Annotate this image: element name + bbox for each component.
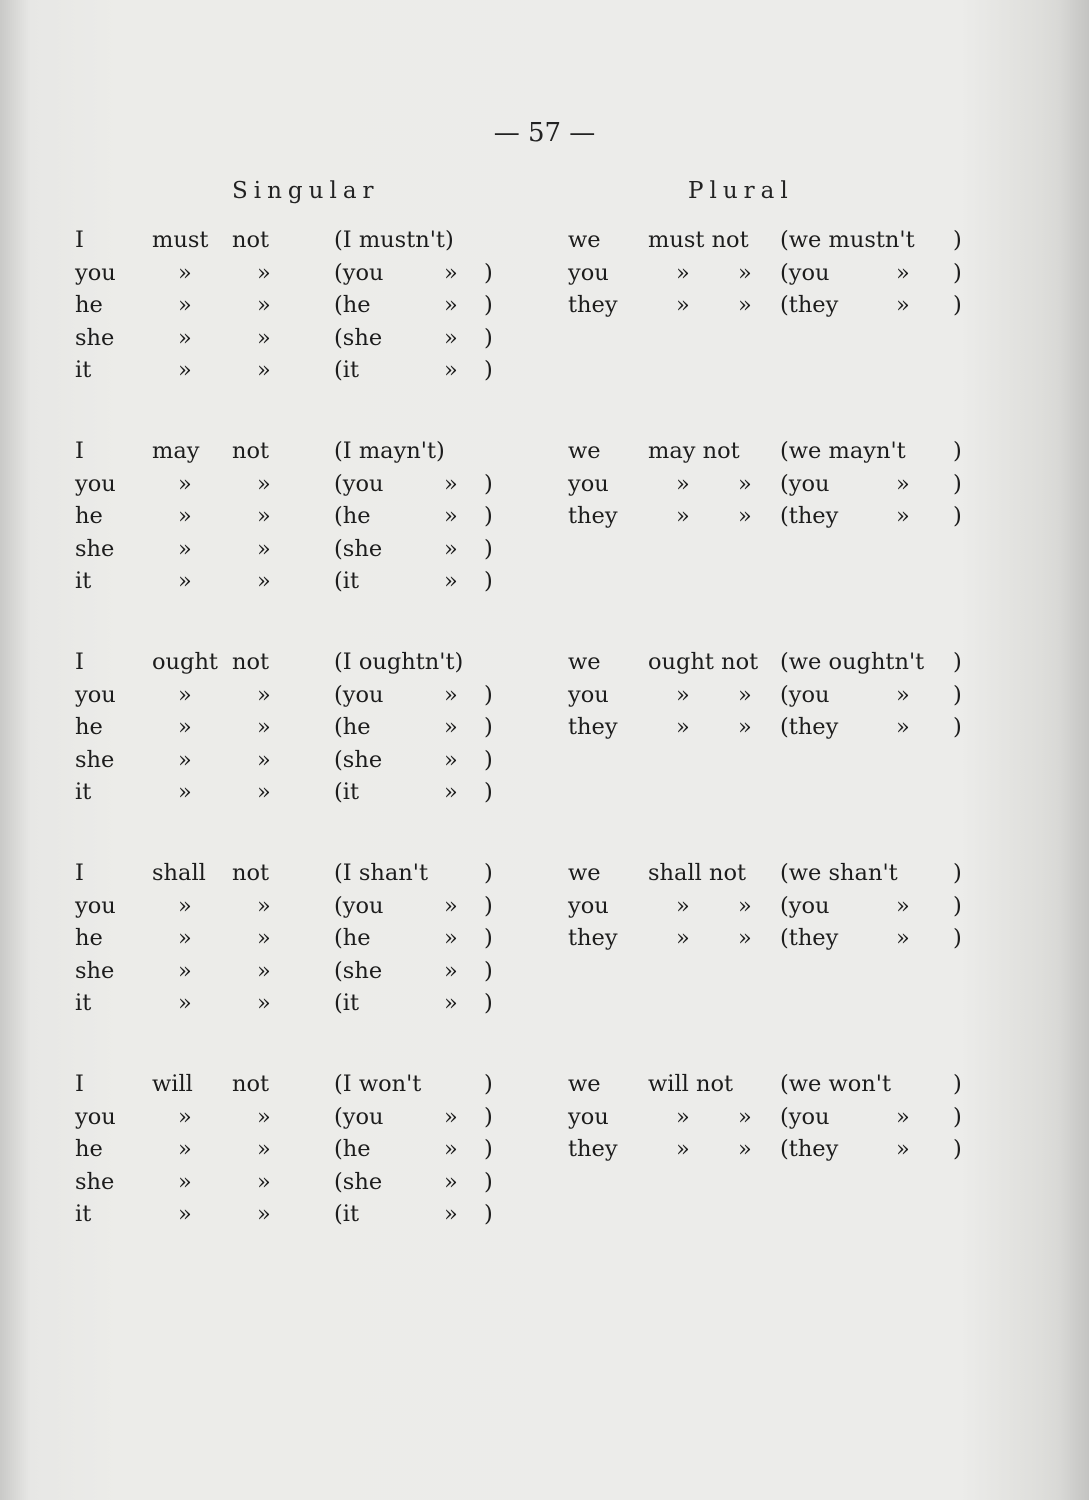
contraction: (I won't <box>334 1071 422 1097</box>
ditto-mark: » <box>738 925 752 951</box>
ditto-mark: » <box>676 292 690 318</box>
conjugation-row <box>0 322 1089 355</box>
ditto-mark: » <box>257 779 271 805</box>
contraction: (you <box>334 681 384 708</box>
contraction: (we shan't <box>780 860 898 886</box>
ditto-mark: » <box>444 1201 458 1227</box>
negation: not <box>232 860 270 886</box>
ditto-mark: » <box>178 259 192 286</box>
ditto-mark: » <box>676 503 690 529</box>
closing-paren: ) <box>953 1071 962 1097</box>
closing-paren: ) <box>484 714 493 740</box>
ditto-mark: » <box>257 470 271 497</box>
ditto-mark: » <box>178 990 192 1016</box>
ditto-mark: » <box>178 324 192 351</box>
conjugation-row <box>0 500 1089 533</box>
closing-paren: ) <box>953 259 962 286</box>
singular-pronoun: he <box>75 503 103 529</box>
ditto-mark: » <box>257 1136 271 1162</box>
ditto-mark: » <box>444 292 458 318</box>
closing-paren: ) <box>484 892 493 919</box>
contraction: (they <box>780 503 839 529</box>
contraction: (you <box>780 892 830 919</box>
contraction: (it <box>334 779 360 805</box>
closing-paren: ) <box>484 957 493 984</box>
contraction: (you <box>780 470 830 497</box>
ditto-mark: » <box>257 1103 271 1130</box>
ditto-mark: » <box>257 292 271 318</box>
ditto-mark: » <box>676 925 690 951</box>
conjugation-row <box>0 646 1089 679</box>
conjugation-row <box>0 857 1089 890</box>
ditto-mark: » <box>178 681 192 708</box>
closing-paren: ) <box>484 535 493 562</box>
modal-verb-negation: will not <box>648 1071 734 1097</box>
closing-paren: ) <box>484 1071 493 1097</box>
modal-verb: must <box>152 227 209 253</box>
contraction: (it <box>334 568 360 594</box>
ditto-mark: » <box>178 535 192 562</box>
plural-pronoun: we <box>568 227 601 253</box>
modal-verb: may <box>152 438 200 464</box>
ditto-mark: » <box>444 470 458 497</box>
contraction: (it <box>334 990 360 1016</box>
ditto-mark: » <box>178 1168 192 1195</box>
contraction: (you <box>334 1103 384 1130</box>
closing-paren: ) <box>484 860 493 886</box>
singular-pronoun: she <box>75 957 115 984</box>
singular-pronoun: he <box>75 714 103 740</box>
singular-pronoun: I <box>75 438 84 464</box>
ditto-mark: » <box>676 681 690 708</box>
modal-verb: will <box>152 1071 193 1097</box>
conjugation-row <box>0 1068 1089 1101</box>
ditto-mark: » <box>178 714 192 740</box>
ditto-mark: » <box>444 568 458 594</box>
closing-paren: ) <box>953 227 962 253</box>
contraction: (he <box>334 714 371 740</box>
ditto-mark: » <box>738 714 752 740</box>
singular-pronoun: you <box>75 892 116 919</box>
negation: not <box>232 227 270 253</box>
ditto-mark: » <box>178 1103 192 1130</box>
contraction: (they <box>780 1136 839 1162</box>
contraction: (she <box>334 535 383 562</box>
ditto-mark: » <box>178 1201 192 1227</box>
modal-verb-negation: shall not <box>648 860 747 886</box>
conjugation-row <box>0 1101 1089 1134</box>
ditto-mark: » <box>178 957 192 984</box>
singular-pronoun: you <box>75 470 116 497</box>
singular-pronoun: it <box>75 357 92 383</box>
contraction: (you <box>780 1103 830 1130</box>
singular-pronoun: she <box>75 746 115 773</box>
singular-pronoun: I <box>75 227 84 253</box>
negation: not <box>232 649 270 675</box>
singular-pronoun: he <box>75 292 103 318</box>
conjugation-row <box>0 533 1089 566</box>
closing-paren: ) <box>484 324 493 351</box>
ditto-mark: » <box>738 892 752 919</box>
singular-pronoun: you <box>75 259 116 286</box>
ditto-mark: » <box>896 925 910 951</box>
closing-paren: ) <box>484 990 493 1016</box>
contraction: (you <box>334 892 384 919</box>
ditto-mark: » <box>896 503 910 529</box>
ditto-mark: » <box>896 292 910 318</box>
ditto-mark: » <box>444 746 458 773</box>
ditto-mark: » <box>444 957 458 984</box>
contraction: (we won't <box>780 1071 892 1097</box>
plural-pronoun: you <box>568 259 609 286</box>
contraction: (you <box>334 259 384 286</box>
conjugation-row <box>0 711 1089 744</box>
closing-paren: ) <box>484 470 493 497</box>
ditto-mark: » <box>257 1201 271 1227</box>
conjugation-row <box>0 922 1089 955</box>
ditto-mark: » <box>444 535 458 562</box>
contraction: (I mustn't) <box>334 227 454 253</box>
singular-pronoun: it <box>75 779 92 805</box>
modal-verb-negation: may not <box>648 438 740 464</box>
closing-paren: ) <box>953 470 962 497</box>
conjugation-row <box>0 289 1089 322</box>
plural-pronoun: they <box>568 925 618 951</box>
ditto-mark: » <box>178 568 192 594</box>
ditto-mark: » <box>444 714 458 740</box>
singular-pronoun: he <box>75 925 103 951</box>
ditto-mark: » <box>257 990 271 1016</box>
closing-paren: ) <box>484 357 493 383</box>
contraction: (she <box>334 1168 383 1195</box>
contraction: (we mustn't <box>780 227 915 253</box>
ditto-mark: » <box>444 259 458 286</box>
ditto-mark: » <box>738 1103 752 1130</box>
ditto-mark: » <box>257 357 271 383</box>
modal-verb-negation: ought not <box>648 649 759 675</box>
conjugation-row <box>0 776 1089 809</box>
plural-pronoun: you <box>568 1103 609 1130</box>
closing-paren: ) <box>484 681 493 708</box>
ditto-mark: » <box>676 259 690 286</box>
ditto-mark: » <box>676 470 690 497</box>
ditto-mark: » <box>896 1103 910 1130</box>
ditto-mark: » <box>178 1136 192 1162</box>
page-number: — 57 — <box>493 118 596 148</box>
singular-pronoun: you <box>75 1103 116 1130</box>
ditto-mark: » <box>444 681 458 708</box>
ditto-mark: » <box>257 503 271 529</box>
singular-pronoun: he <box>75 1136 103 1162</box>
ditto-mark: » <box>676 892 690 919</box>
plural-pronoun: we <box>568 649 601 675</box>
ditto-mark: » <box>444 1103 458 1130</box>
singular-pronoun: I <box>75 1071 84 1097</box>
contraction: (I shan't <box>334 860 428 886</box>
conjugation-row <box>0 1198 1089 1231</box>
contraction: (he <box>334 925 371 951</box>
conjugation-row <box>0 565 1089 598</box>
contraction: (she <box>334 746 383 773</box>
ditto-mark: » <box>738 503 752 529</box>
ditto-mark: » <box>444 779 458 805</box>
ditto-mark: » <box>257 259 271 286</box>
closing-paren: ) <box>953 1136 962 1162</box>
ditto-mark: » <box>257 1168 271 1195</box>
conjugation-row <box>0 435 1089 468</box>
ditto-mark: » <box>178 357 192 383</box>
contraction: (they <box>780 714 839 740</box>
plural-pronoun: we <box>568 860 601 886</box>
singular-pronoun: she <box>75 535 115 562</box>
ditto-mark: » <box>257 324 271 351</box>
closing-paren: ) <box>484 1103 493 1130</box>
conjugation-row <box>0 955 1089 988</box>
plural-pronoun: you <box>568 470 609 497</box>
closing-paren: ) <box>484 259 493 286</box>
contraction: (he <box>334 292 371 318</box>
ditto-mark: » <box>896 259 910 286</box>
conjugation-row <box>0 744 1089 777</box>
ditto-mark: » <box>178 779 192 805</box>
contraction: (she <box>334 324 383 351</box>
closing-paren: ) <box>484 779 493 805</box>
ditto-mark: » <box>444 892 458 919</box>
closing-paren: ) <box>953 503 962 529</box>
plural-pronoun: they <box>568 292 618 318</box>
plural-pronoun: you <box>568 892 609 919</box>
plural-pronoun: they <box>568 714 618 740</box>
closing-paren: ) <box>484 746 493 773</box>
closing-paren: ) <box>484 925 493 951</box>
ditto-mark: » <box>676 714 690 740</box>
ditto-mark: » <box>738 259 752 286</box>
closing-paren: ) <box>484 1168 493 1195</box>
ditto-mark: » <box>738 681 752 708</box>
contraction: (they <box>780 925 839 951</box>
conjugation-row <box>0 679 1089 712</box>
contraction: (you <box>780 259 830 286</box>
closing-paren: ) <box>953 925 962 951</box>
ditto-mark: » <box>444 503 458 529</box>
ditto-mark: » <box>444 324 458 351</box>
ditto-mark: » <box>738 470 752 497</box>
ditto-mark: » <box>257 568 271 594</box>
ditto-mark: » <box>896 892 910 919</box>
ditto-mark: » <box>257 892 271 919</box>
plural-heading: Plural <box>688 178 794 204</box>
contraction: (we oughtn't <box>780 649 925 675</box>
negation: not <box>232 1071 270 1097</box>
closing-paren: ) <box>484 568 493 594</box>
ditto-mark: » <box>178 892 192 919</box>
ditto-mark: » <box>257 714 271 740</box>
ditto-mark: » <box>676 1136 690 1162</box>
closing-paren: ) <box>953 1103 962 1130</box>
contraction: (he <box>334 503 371 529</box>
conjugation-row <box>0 257 1089 290</box>
modal-verb-negation: must not <box>648 227 749 253</box>
ditto-mark: » <box>178 925 192 951</box>
ditto-mark: » <box>444 1136 458 1162</box>
modal-verb: shall <box>152 860 206 886</box>
closing-paren: ) <box>953 438 962 464</box>
contraction: (I mayn't) <box>334 438 445 464</box>
ditto-mark: » <box>444 357 458 383</box>
contraction: (I oughtn't) <box>334 649 464 675</box>
ditto-mark: » <box>738 292 752 318</box>
conjugation-row <box>0 987 1089 1020</box>
ditto-mark: » <box>896 1136 910 1162</box>
ditto-mark: » <box>444 990 458 1016</box>
ditto-mark: » <box>738 1136 752 1162</box>
plural-pronoun: we <box>568 1071 601 1097</box>
closing-paren: ) <box>953 681 962 708</box>
conjugation-row <box>0 1166 1089 1199</box>
closing-paren: ) <box>953 860 962 886</box>
singular-pronoun: it <box>75 568 92 594</box>
contraction: (it <box>334 1201 360 1227</box>
ditto-mark: » <box>444 925 458 951</box>
closing-paren: ) <box>484 503 493 529</box>
closing-paren: ) <box>953 714 962 740</box>
ditto-mark: » <box>444 1168 458 1195</box>
ditto-mark: » <box>178 292 192 318</box>
singular-pronoun: it <box>75 1201 92 1227</box>
singular-heading: Singular <box>232 178 380 204</box>
singular-pronoun: you <box>75 681 116 708</box>
closing-paren: ) <box>953 892 962 919</box>
singular-pronoun: I <box>75 860 84 886</box>
ditto-mark: » <box>257 957 271 984</box>
closing-paren: ) <box>953 292 962 318</box>
closing-paren: ) <box>484 292 493 318</box>
ditto-mark: » <box>178 503 192 529</box>
ditto-mark: » <box>896 470 910 497</box>
ditto-mark: » <box>257 746 271 773</box>
ditto-mark: » <box>257 535 271 562</box>
ditto-mark: » <box>257 925 271 951</box>
contraction: (we mayn't <box>780 438 906 464</box>
ditto-mark: » <box>257 681 271 708</box>
ditto-mark: » <box>178 746 192 773</box>
contraction: (you <box>780 681 830 708</box>
closing-paren: ) <box>484 1136 493 1162</box>
contraction: (she <box>334 957 383 984</box>
plural-pronoun: we <box>568 438 601 464</box>
modal-verb: ought <box>152 649 218 675</box>
plural-pronoun: they <box>568 503 618 529</box>
plural-pronoun: you <box>568 681 609 708</box>
ditto-mark: » <box>896 681 910 708</box>
contraction: (they <box>780 292 839 318</box>
negation: not <box>232 438 270 464</box>
conjugation-row <box>0 224 1089 257</box>
closing-paren: ) <box>953 649 962 675</box>
plural-pronoun: they <box>568 1136 618 1162</box>
conjugation-row <box>0 468 1089 501</box>
ditto-mark: » <box>676 1103 690 1130</box>
singular-pronoun: she <box>75 324 115 351</box>
closing-paren: ) <box>484 1201 493 1227</box>
ditto-mark: » <box>178 470 192 497</box>
contraction: (he <box>334 1136 371 1162</box>
singular-pronoun: I <box>75 649 84 675</box>
conjugation-row <box>0 354 1089 387</box>
singular-pronoun: it <box>75 990 92 1016</box>
contraction: (you <box>334 470 384 497</box>
conjugation-row <box>0 890 1089 923</box>
conjugation-row <box>0 1133 1089 1166</box>
contraction: (it <box>334 357 360 383</box>
ditto-mark: » <box>896 714 910 740</box>
singular-pronoun: she <box>75 1168 115 1195</box>
